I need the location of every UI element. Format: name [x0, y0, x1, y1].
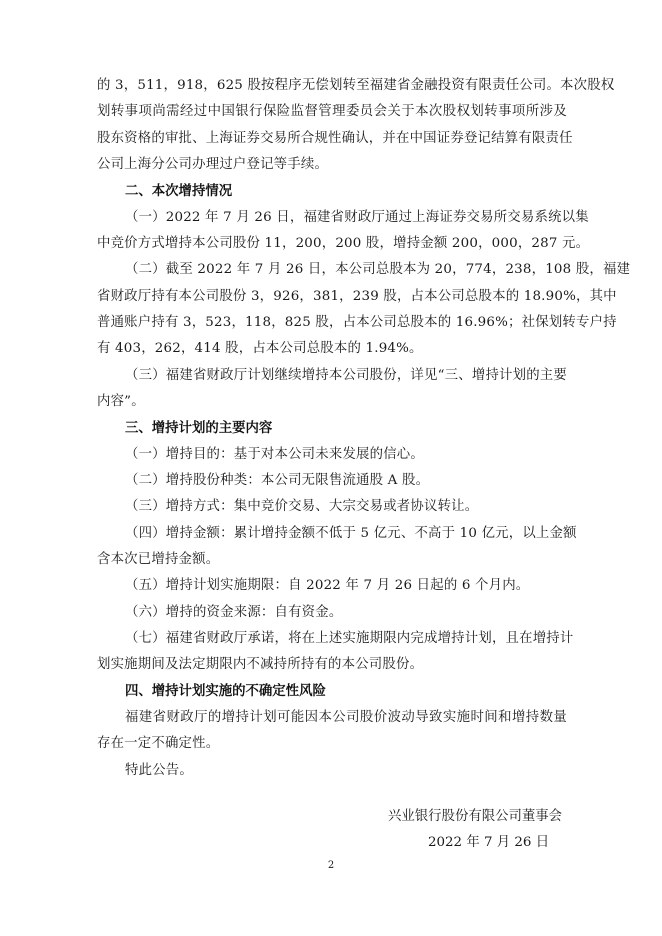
paragraph-line: 的 3，511，918，625 股按程序无偿划转至福建省金融投资有限责任公司。本次股权	[97, 78, 615, 93]
paragraph-line: 普通账户持有 3，523，118，825 股，占本公司总股本的 16.96%；社保划转专户持	[97, 315, 617, 330]
list-item: （七）福建省财政厅承诺，将在上述实施期限内完成增持计划，且在增持计	[125, 631, 574, 646]
signature-date: 2022 年 7 月 26 日	[428, 835, 550, 850]
paragraph-line: （二）截至 2022 年 7 月 26 日，本公司总股本为 20，774，238，108 股，福建	[125, 262, 631, 277]
section-heading-3: 三、增持计划的主要内容	[125, 421, 273, 436]
list-item: （六）增持的资金来源：自有资金。	[125, 605, 343, 620]
page-number: 2	[327, 860, 335, 871]
paragraph-line: 省财政厅持有本公司股份 3，926，381，239 股，占本公司总股本的 18.90%，其中	[97, 289, 617, 304]
list-item-continuation: 含本次已增持金额。	[97, 552, 220, 567]
paragraph-line: （三）福建省财政厅计划继续增持本公司股份，详见“三、增持计划的主要	[125, 368, 567, 383]
signature-company: 兴业银行股份有限公司董事会	[388, 809, 563, 824]
list-item-continuation: 划实施期间及法定期限内不减持所持有的本公司股份。	[97, 657, 424, 672]
list-item: （五）增持计划实施期限：自 2022 年 7 月 26 日起的 6 个月内。	[125, 578, 530, 593]
paragraph-line: 内容”。	[97, 394, 145, 409]
paragraph-line: 中竞价方式增持本公司股份 11，200，200 股，增持金额 200，000，287 元。	[97, 236, 590, 251]
paragraph-line: 公司上海分公司办理过户登记等手续。	[97, 157, 329, 172]
section-heading-2: 二、本次增持情况	[125, 184, 233, 199]
list-item: （四）增持金额：累计增持金额不低于 5 亿元、不高于 10 亿元，以上金额	[125, 526, 577, 541]
paragraph-line: 存在一定不确定性。	[97, 736, 220, 751]
paragraph-line: 福建省财政厅的增持计划可能因本公司股价波动导致实施时间和增持数量	[125, 710, 567, 725]
list-item: （三）增持方式：集中竞价交易、大宗交易或者协议转让。	[125, 499, 479, 514]
paragraph-line: （一）2022 年 7 月 26 日，福建省财政厅通过上海证券交易所交易系统以集	[125, 210, 589, 225]
list-item: （二）增持股份种类：本公司无限售流通股 A 股。	[125, 473, 430, 488]
section-heading-4: 四、增持计划实施的不确定性风险	[125, 684, 326, 699]
paragraph-line: 股东资格的审批、上海证券交易所合规性确认，并在中国证券登记结算有限责任	[97, 131, 573, 146]
closing-text: 特此公告。	[125, 763, 193, 778]
paragraph-line: 划转事项尚需经过中国银行保险监督管理委员会关于本次股权划转事项所涉及	[97, 104, 567, 119]
paragraph-line: 有 403，262，414 股，占本公司总股本的 1.94%。	[97, 341, 423, 356]
list-item: （一）增持目的：基于对本公司未来发展的信心。	[125, 447, 424, 462]
